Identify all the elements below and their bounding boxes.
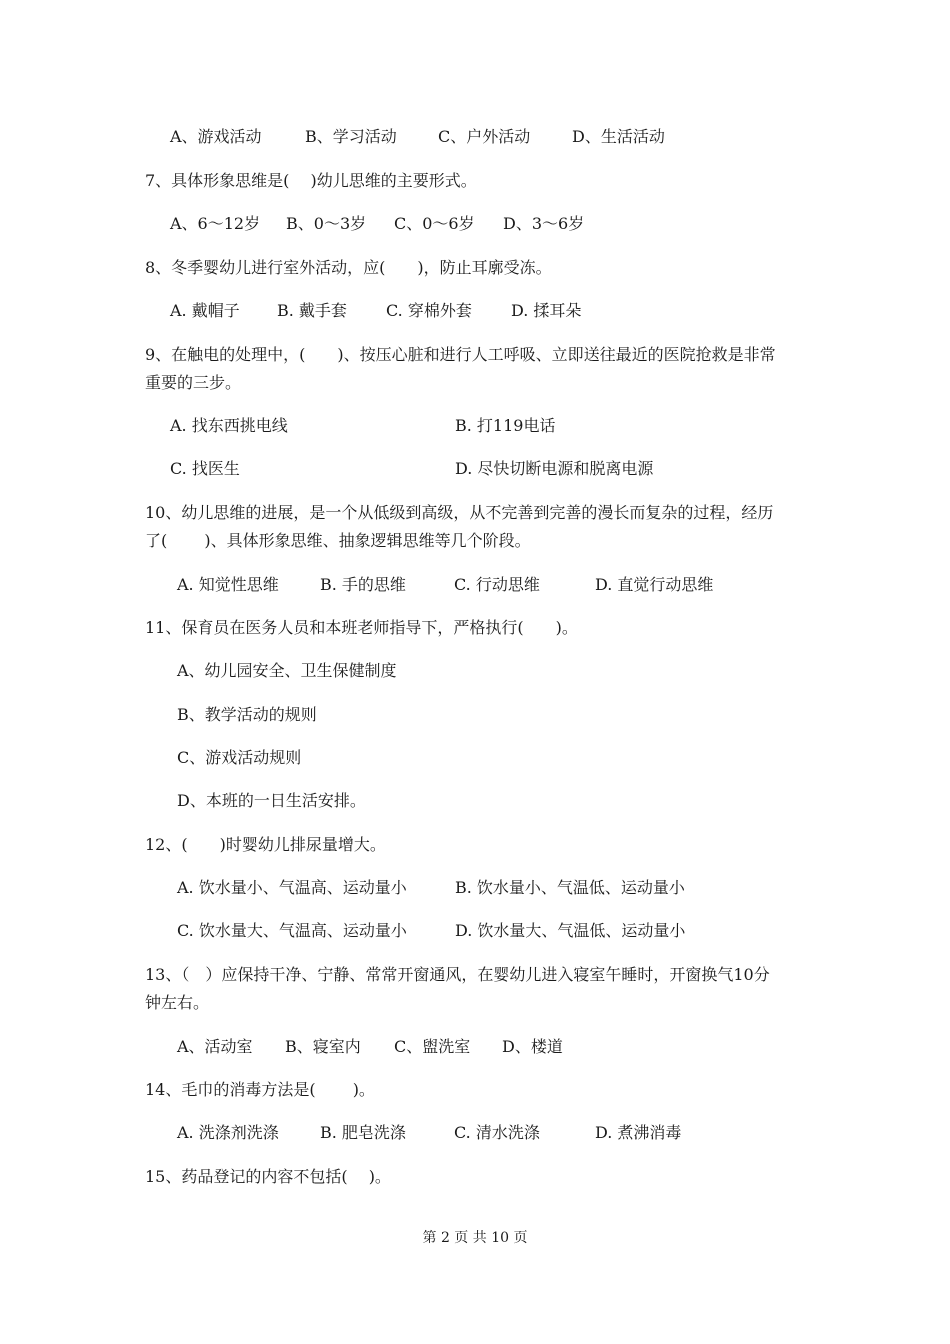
q8-option-d: D. 揉耳朵 xyxy=(511,301,582,320)
q7-stem: 7、具体形象思维是( )幼儿思维的主要形式。 xyxy=(145,171,477,190)
q8-option-b: B. 戴手套 xyxy=(277,301,347,320)
q14-stem: 14、毛巾的消毒方法是( )。 xyxy=(145,1080,375,1099)
q7-option-c: C、0～6岁 xyxy=(394,214,475,233)
q9-stem-line1: 9、在触电的处理中，( )、按压心脏和进行人工呼吸、立即送往最近的医院抢救是非常 xyxy=(145,345,776,364)
q13-option-d: D、楼道 xyxy=(502,1037,563,1056)
q9-option-b: B. 打119电话 xyxy=(455,416,556,435)
q13-stem-line1: 13、（ ）应保持干净、宁静、常常开窗通风，在婴幼儿进入寝室午睡时，开窗换气10分 xyxy=(145,965,770,984)
q14-option-b: B. 肥皂洗涤 xyxy=(320,1123,406,1142)
q10-stem-line1: 10、幼儿思维的进展，是一个从低级到高级，从不完善到完善的漫长而复杂的过程，经历 xyxy=(145,503,774,522)
q13-option-c: C、盥洗室 xyxy=(394,1037,471,1056)
q7-option-b: B、0～3岁 xyxy=(286,214,367,233)
q13-stem-line2: 钟左右。 xyxy=(145,993,210,1012)
q13-option-b: B、寝室内 xyxy=(285,1037,361,1056)
q10-stem-line2: 了( )、具体形象思维、抽象逻辑思维等几个阶段。 xyxy=(145,531,531,550)
q14-option-d: D. 煮沸消毒 xyxy=(595,1123,682,1142)
q8-stem: 8、冬季婴幼儿进行室外活动，应( )，防止耳廓受冻。 xyxy=(145,258,552,277)
q11-option-b: B、教学活动的规则 xyxy=(177,705,317,724)
q12-option-b: B. 饮水量小、气温低、运动量小 xyxy=(455,878,685,897)
q12-option-c: C. 饮水量大、气温高、运动量小 xyxy=(177,921,407,940)
q10-option-d: D. 直觉行动思维 xyxy=(595,575,714,594)
q6-option-d: D、生活活动 xyxy=(572,127,665,146)
q11-option-c: C、游戏活动规则 xyxy=(177,748,302,767)
q12-stem: 12、( )时婴幼儿排尿量增大。 xyxy=(145,835,386,854)
q9-option-a: A. 找东西挑电线 xyxy=(170,416,288,435)
q10-option-c: C. 行动思维 xyxy=(454,575,540,594)
q9-stem-line2: 重要的三步。 xyxy=(145,373,242,392)
q12-option-a: A. 饮水量小、气温高、运动量小 xyxy=(177,878,407,897)
q11-option-d: D、本班的一日生活安排。 xyxy=(177,791,366,810)
q8-option-a: A. 戴帽子 xyxy=(170,301,240,320)
q7-option-a: A、6～12岁 xyxy=(170,214,261,233)
q7-option-d: D、3～6岁 xyxy=(503,214,585,233)
q6-option-b: B、学习活动 xyxy=(305,127,397,146)
q6-option-a: A、游戏活动 xyxy=(170,127,262,146)
q6-option-c: C、户外活动 xyxy=(438,127,531,146)
q11-stem: 11、保育员在医务人员和本班老师指导下，严格执行( )。 xyxy=(145,618,578,637)
q8-option-c: C. 穿棉外套 xyxy=(386,301,472,320)
q9-option-c: C. 找医生 xyxy=(170,459,240,478)
q15-stem: 15、药品登记的内容不包括( )。 xyxy=(145,1167,391,1186)
q14-option-a: A. 洗涤剂洗涤 xyxy=(177,1123,279,1142)
q9-option-d: D. 尽快切断电源和脱离电源 xyxy=(455,459,654,478)
q13-option-a: A、活动室 xyxy=(177,1037,253,1056)
page-number-footer: 第 2 页 共 10 页 xyxy=(422,1230,528,1246)
q10-option-b: B. 手的思维 xyxy=(320,575,406,594)
q10-option-a: A. 知觉性思维 xyxy=(177,575,279,594)
q12-option-d: D. 饮水量大、气温低、运动量小 xyxy=(455,921,686,940)
q11-option-a: A、幼儿园安全、卫生保健制度 xyxy=(177,661,397,680)
q14-option-c: C. 清水洗涤 xyxy=(454,1123,540,1142)
